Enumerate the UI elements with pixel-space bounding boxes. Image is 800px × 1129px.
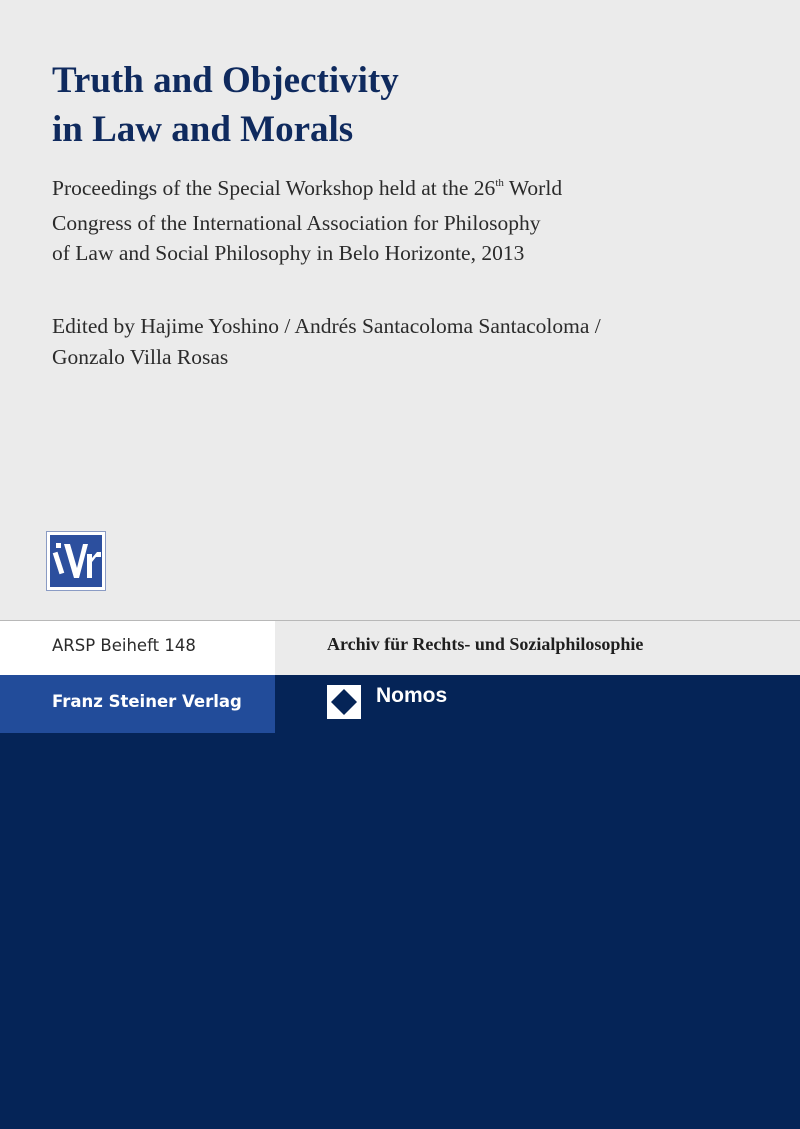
subtitle-line-1-end: World (503, 176, 563, 200)
ivr-logo-icon (46, 531, 106, 591)
nomos-diamond-graphic (327, 685, 361, 719)
subtitle-line-3: of Law and Social Philosophy in Belo Horizonte, 2013 (52, 241, 525, 265)
title-line-2: in Law and Morals (52, 109, 354, 150)
title-line-1: Truth and Objectivity (52, 60, 399, 101)
subtitle-line-1-text: Proceedings of the Special Workshop held at the 26 (52, 176, 496, 200)
editors (52, 311, 752, 372)
editors-line-2: Gonzalo Villa Rosas (52, 344, 229, 369)
ordinal-suffix: th (495, 177, 504, 189)
nomos-diamond-icon (327, 685, 361, 719)
book-subtitle (52, 173, 752, 269)
subtitle-line-2: Congress of the International Association for Philosophy (52, 210, 541, 235)
book-title (52, 56, 772, 154)
publisher-franz-steiner: Franz Steiner Verlag (52, 692, 242, 711)
publisher-nomos: Nomos (376, 684, 448, 707)
series-name: Archiv für Rechts- und Sozialphilosophie (327, 634, 644, 654)
ivr-logo-graphic (47, 532, 105, 590)
editors-line-1: Edited by Hajime Yoshino / Andrés Santacoloma Santacoloma / (52, 314, 601, 338)
series-number: ARSP Beiheft 148 (52, 636, 196, 655)
navy-panel (0, 675, 800, 1129)
subtitle-line-1 (52, 173, 752, 208)
